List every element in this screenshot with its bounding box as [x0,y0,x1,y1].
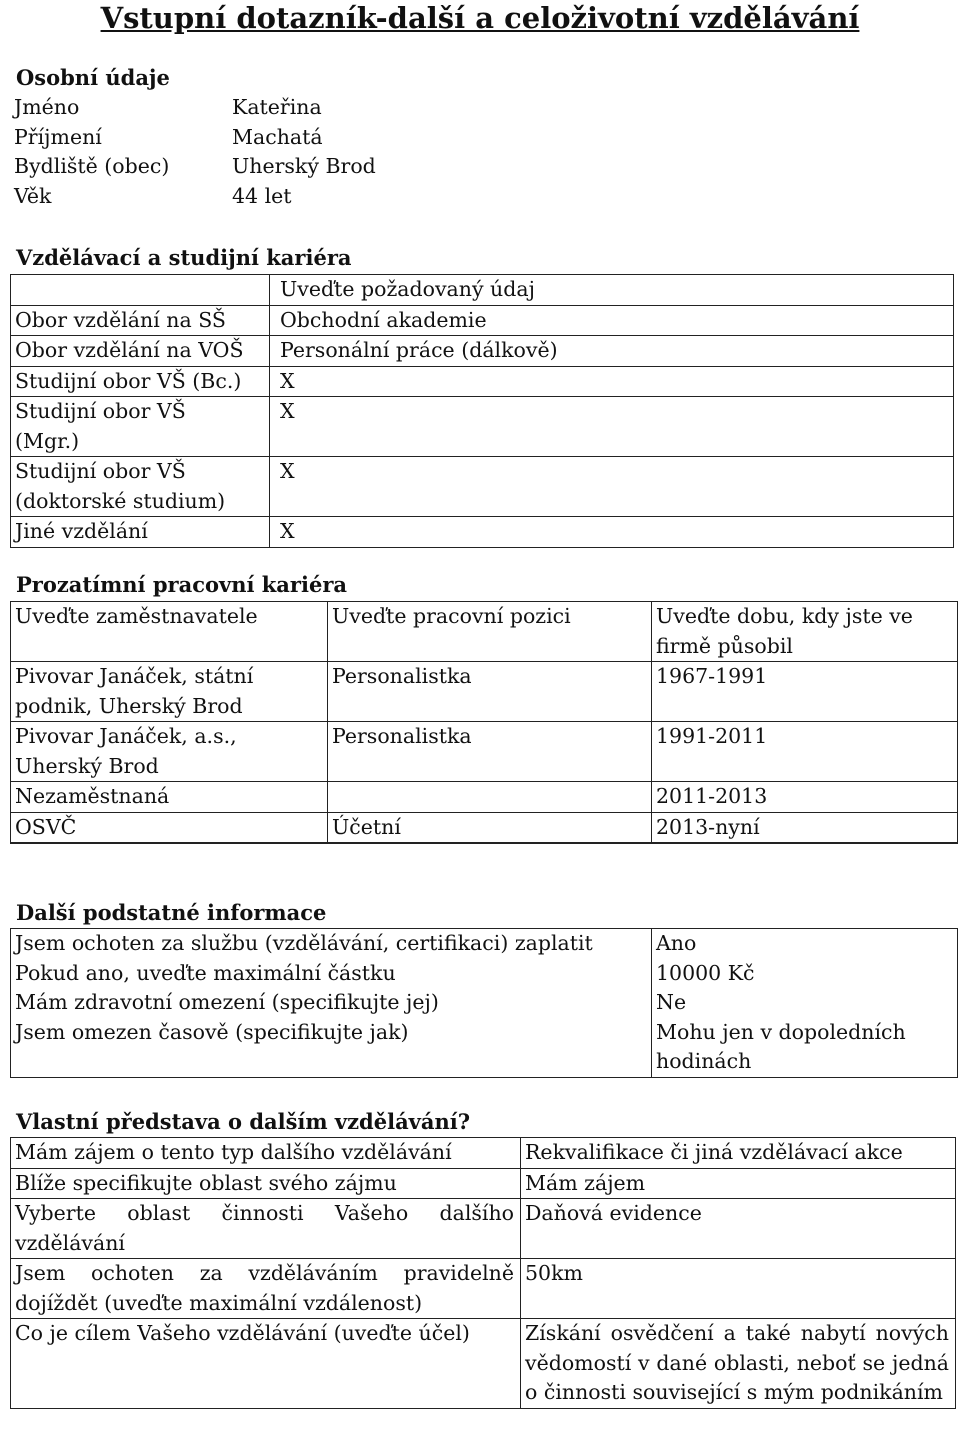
additional-value: Ano [656,931,697,955]
additional-value: Mohu jen v dopoledních hodinách [656,1019,906,1073]
work-employer: Pivovar Janáček, státní podnik, Uherský Brod [11,662,328,722]
vision-value: Daňová evidence [521,1199,956,1259]
work-period [652,843,958,844]
additional-value: Ne [656,990,687,1014]
table-row [11,397,954,457]
education-value: X [270,517,954,548]
additional-value: 10000 Kč [656,960,755,985]
section-education-heading: Vzdělávací a studijní kariéra [16,245,352,270]
education-label: Obor vzdělání na VOŠ [11,336,270,367]
work-position: Personalistka [328,662,652,722]
table-row [11,602,958,662]
table-row [11,457,954,517]
additional-label: Mám zdravotní omezení (specifikujte jej) [15,990,439,1014]
vision-label: Mám zájem o tento typ dalšího vzdělávání [11,1138,521,1169]
personal-label: Příjmení [14,124,102,149]
vision-label: Jsem ochoten za vzděláváním pravidelně dojíždět (uveďte maximální vzdálenost) [11,1259,521,1319]
additional-label: Jsem ochoten za službu (vzdělávání, certifikaci) zaplatit [15,931,593,955]
work-position: Personalistka [328,722,652,782]
section-vision-heading: Vlastní představa o dalším vzdělávání? [16,1109,471,1134]
vision-value: Získání osvědčení a také nabytí nových vědomostí v dané oblasti, neboť se jedná o činnosti související s mým podnikáním [521,1319,956,1409]
additional-values [652,929,958,1078]
education-label: Studijní obor VŠ (doktorské studium) [11,457,270,517]
table-row [10,152,952,182]
work-position [328,843,652,844]
work-header-employer: Uveďte zaměstnavatele [11,602,328,662]
vision-label: Blíže specifikujte oblast svého zájmu [11,1168,521,1199]
table-row [11,782,958,813]
table-row [11,1259,956,1319]
education-header-empty [11,275,270,306]
section-work-heading: Prozatímní pracovní kariéra [16,572,347,597]
work-employer: Nezaměstnaná [11,782,328,813]
table-row [11,305,954,336]
education-table [10,274,954,548]
additional-label: Jsem omezen časově (specifikujte jak) [15,1019,409,1044]
education-label: Studijní obor VŠ (Bc.) [11,366,270,397]
work-period: 2013-nyní [652,812,958,843]
table-row [11,1168,956,1199]
vision-value: Rekvalifikace či jiná vzdělávací akce [521,1138,956,1169]
vision-label: Co je cílem Vašeho vzdělávání (uveďte účel) [11,1319,521,1409]
work-period: 1991-2011 [652,722,958,782]
table-row [10,182,952,212]
work-position [328,782,652,813]
section-additional-heading: Další podstatné informace [16,900,327,925]
vision-label: Vyberte oblast činnosti Vašeho dalšího vzdělávání [11,1199,521,1259]
education-value: X [270,457,954,517]
table-row [10,123,952,153]
page-title: Vstupní dotazník-další a celoživotní vzdělávání [100,1,860,35]
table-row [11,366,954,397]
work-employer [11,843,328,844]
table-row [11,843,958,844]
table-row [10,93,952,123]
table-row [11,812,958,843]
work-position: Účetní [328,812,652,843]
work-period: 2011-2013 [652,782,958,813]
table-row [11,1199,956,1259]
additional-label: Pokud ano, uveďte maximální částku [15,960,396,985]
education-label: Obor vzdělání na SŠ [11,305,270,336]
vision-value: 50km [521,1259,956,1319]
section-personal-heading: Osobní údaje [16,65,170,90]
education-header: Uveďte požadovaný údaj [270,275,954,306]
education-label: Studijní obor VŠ (Mgr.) [11,397,270,457]
additional-table [10,928,958,1078]
vision-value: Mám zájem [521,1168,956,1199]
education-value: X [270,366,954,397]
table-row [11,1138,956,1169]
education-value: X [270,397,954,457]
education-label: Jiné vzdělání [11,517,270,548]
table-row [11,662,958,722]
work-employer: OSVČ [11,812,328,843]
education-value: Personální práce (dálkově) [270,336,954,367]
personal-label: Bydliště (obec) [14,154,170,178]
personal-value: 44 let [232,183,292,208]
table-row [11,722,958,782]
vision-table [10,1137,956,1409]
personal-label: Věk [14,183,52,208]
additional-labels [11,929,652,1078]
table-row [11,275,954,306]
personal-table [10,93,952,211]
personal-value: Machatá [232,124,323,149]
work-period: 1967-1991 [652,662,958,722]
work-table [10,601,958,844]
table-row [11,517,954,548]
personal-label: Jméno [14,95,80,119]
table-row [11,929,958,1078]
work-header-period: Uveďte dobu, kdy jste ve firmě působil [652,602,958,662]
personal-value: Kateřina [232,95,322,119]
work-header-position: Uveďte pracovní pozici [328,602,652,662]
table-row [11,336,954,367]
work-employer: Pivovar Janáček, a.s., Uherský Brod [11,722,328,782]
personal-value: Uherský Brod [232,154,376,178]
education-value: Obchodní akademie [270,305,954,336]
table-row [11,1319,956,1409]
